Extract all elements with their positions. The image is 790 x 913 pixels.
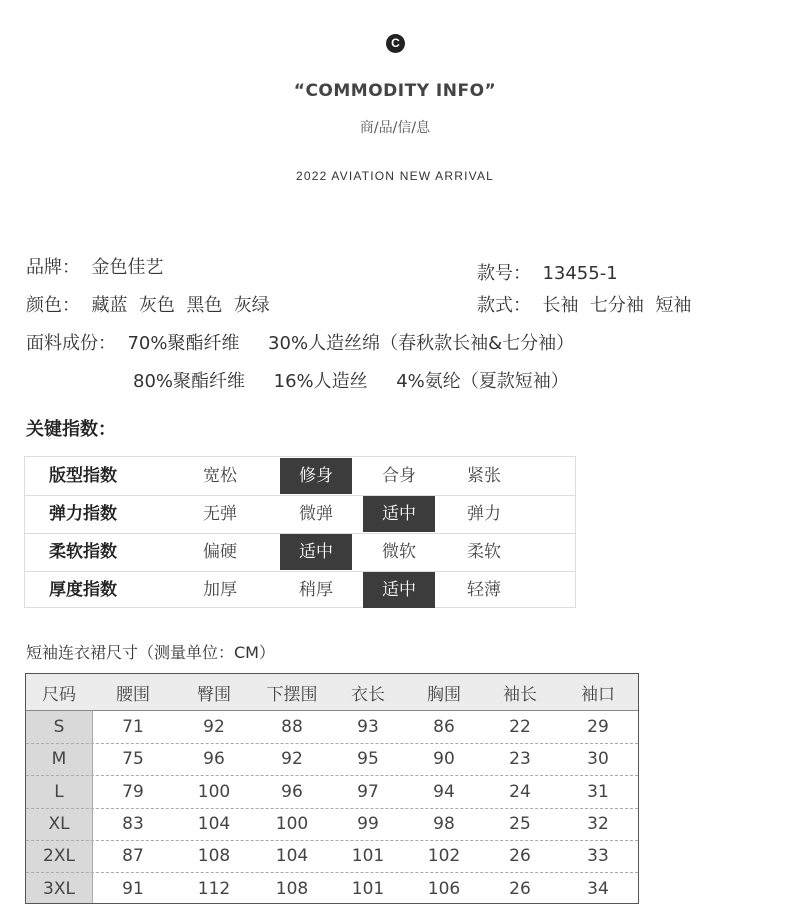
size-value-cell: 97 — [357, 781, 379, 802]
size-header-cell: 臀围 — [197, 684, 231, 705]
fabric-spec-line-1: 面料成份： 70%聚酯纤维 30%人造丝绵（春秋款长袖&七分袖） — [26, 333, 575, 354]
index-option: 紧张 — [467, 466, 501, 486]
size-value-cell: 83 — [122, 813, 144, 834]
index-row — [25, 457, 575, 496]
size-value-cell: 87 — [122, 846, 144, 867]
size-value-cell: 88 — [281, 717, 303, 737]
size-label-cell: XL — [48, 813, 70, 834]
size-value-cell: 33 — [587, 846, 609, 867]
index-option: 微软 — [382, 542, 416, 562]
key-indices-title: 关键指数： — [26, 419, 116, 440]
size-value-cell: 94 — [433, 781, 455, 802]
size-row — [26, 840, 638, 873]
page-title: “COMMODITY INFO” — [293, 81, 497, 101]
size-value-cell: 26 — [509, 846, 531, 867]
size-value-cell: 101 — [351, 878, 385, 899]
size-row — [26, 808, 638, 841]
index-option-selected: 适中 — [363, 572, 435, 608]
size-chart-header — [26, 674, 638, 711]
index-option: 柔软 — [467, 542, 501, 562]
size-value-cell: 104 — [275, 846, 309, 867]
size-value-cell: 106 — [427, 878, 461, 899]
size-row — [26, 743, 638, 776]
index-label: 厚度指数 — [49, 580, 117, 600]
page-subtitle: 商/品/信/息 — [359, 120, 431, 136]
size-value-cell: 92 — [203, 717, 225, 737]
size-header-cell: 袖长 — [503, 684, 537, 705]
brand-spec: 品牌： 金色佳艺 — [26, 257, 164, 278]
size-value-cell: 79 — [122, 781, 144, 802]
size-value-cell: 96 — [281, 781, 303, 802]
size-header-cell: 袖口 — [581, 684, 615, 705]
size-value-cell: 91 — [122, 878, 144, 899]
index-row — [25, 533, 575, 572]
size-value-cell: 99 — [357, 813, 379, 834]
size-value-cell: 75 — [122, 749, 144, 770]
size-chart-table — [25, 673, 639, 904]
index-option-selected: 适中 — [280, 534, 352, 570]
styles-spec: 款式： 长袖 七分袖 短袖 — [477, 295, 692, 316]
index-option: 偏硬 — [203, 542, 237, 562]
size-value-cell: 112 — [197, 878, 231, 899]
size-header-cell: 腰围 — [116, 684, 150, 705]
size-value-cell: 29 — [587, 717, 609, 737]
size-value-cell: 23 — [509, 749, 531, 770]
size-value-cell: 90 — [433, 749, 455, 770]
size-value-cell: 98 — [433, 813, 455, 834]
size-label-cell: L — [54, 781, 64, 802]
size-value-cell: 92 — [281, 749, 303, 770]
index-option: 合身 — [382, 466, 416, 486]
index-label: 版型指数 — [49, 466, 117, 486]
size-value-cell: 96 — [203, 749, 225, 770]
size-value-cell: 24 — [509, 781, 531, 802]
index-option: 加厚 — [203, 580, 237, 600]
index-option: 弹力 — [467, 504, 501, 524]
size-value-cell: 25 — [509, 813, 531, 834]
size-value-cell: 31 — [587, 781, 609, 802]
size-label-cell: M — [51, 749, 67, 770]
index-label: 柔软指数 — [49, 542, 117, 562]
size-value-cell: 108 — [275, 878, 309, 899]
size-value-cell: 22 — [509, 717, 531, 737]
colors-spec: 颜色： 藏蓝 灰色 黑色 灰绿 — [26, 295, 270, 316]
size-value-cell: 34 — [587, 878, 609, 899]
size-label-cell: 3XL — [43, 878, 75, 899]
size-header-cell: 衣长 — [351, 684, 385, 705]
model-number-spec: 款号： 13455-1 — [477, 263, 618, 284]
size-value-cell: 93 — [357, 717, 379, 737]
size-value-cell: 86 — [433, 717, 455, 737]
brand-logo-icon: C — [386, 34, 405, 53]
index-option: 稍厚 — [299, 580, 333, 600]
size-value-cell: 95 — [357, 749, 379, 770]
size-value-cell: 26 — [509, 878, 531, 899]
index-row — [25, 571, 575, 609]
index-label: 弹力指数 — [49, 504, 117, 524]
size-header-cell: 胸围 — [427, 684, 461, 705]
size-label-cell: S — [53, 717, 65, 737]
key-indices-table — [24, 456, 576, 608]
size-value-cell: 100 — [275, 813, 309, 834]
index-option-selected: 适中 — [363, 496, 435, 532]
size-value-cell: 32 — [587, 813, 609, 834]
size-value-cell: 71 — [122, 717, 144, 737]
index-option: 轻薄 — [467, 580, 501, 600]
size-row — [26, 711, 638, 744]
size-chart-title: 短袖连衣裙尺寸（测量单位：CM） — [26, 643, 275, 662]
fabric-spec-line-2: 80%聚酯纤维 16%人造丝 4%氨纶（夏款短袖） — [133, 371, 569, 392]
size-value-cell: 101 — [351, 846, 385, 867]
page-tagline: 2022 AVIATION NEW ARRIVAL — [295, 169, 495, 183]
size-value-cell: 104 — [197, 813, 231, 834]
index-option: 微弹 — [299, 504, 333, 524]
size-header-cell: 下摆围 — [266, 684, 318, 705]
size-value-cell: 30 — [587, 749, 609, 770]
size-value-cell: 108 — [197, 846, 231, 867]
index-option: 无弹 — [203, 504, 237, 524]
index-row — [25, 495, 575, 534]
size-value-cell: 102 — [427, 846, 461, 867]
index-option: 宽松 — [203, 466, 237, 486]
size-label-cell: 2XL — [43, 846, 75, 867]
index-option-selected: 修身 — [280, 458, 352, 494]
size-row — [26, 873, 638, 905]
size-row — [26, 776, 638, 809]
size-value-cell: 100 — [197, 781, 231, 802]
size-header-cell: 尺码 — [42, 684, 76, 705]
